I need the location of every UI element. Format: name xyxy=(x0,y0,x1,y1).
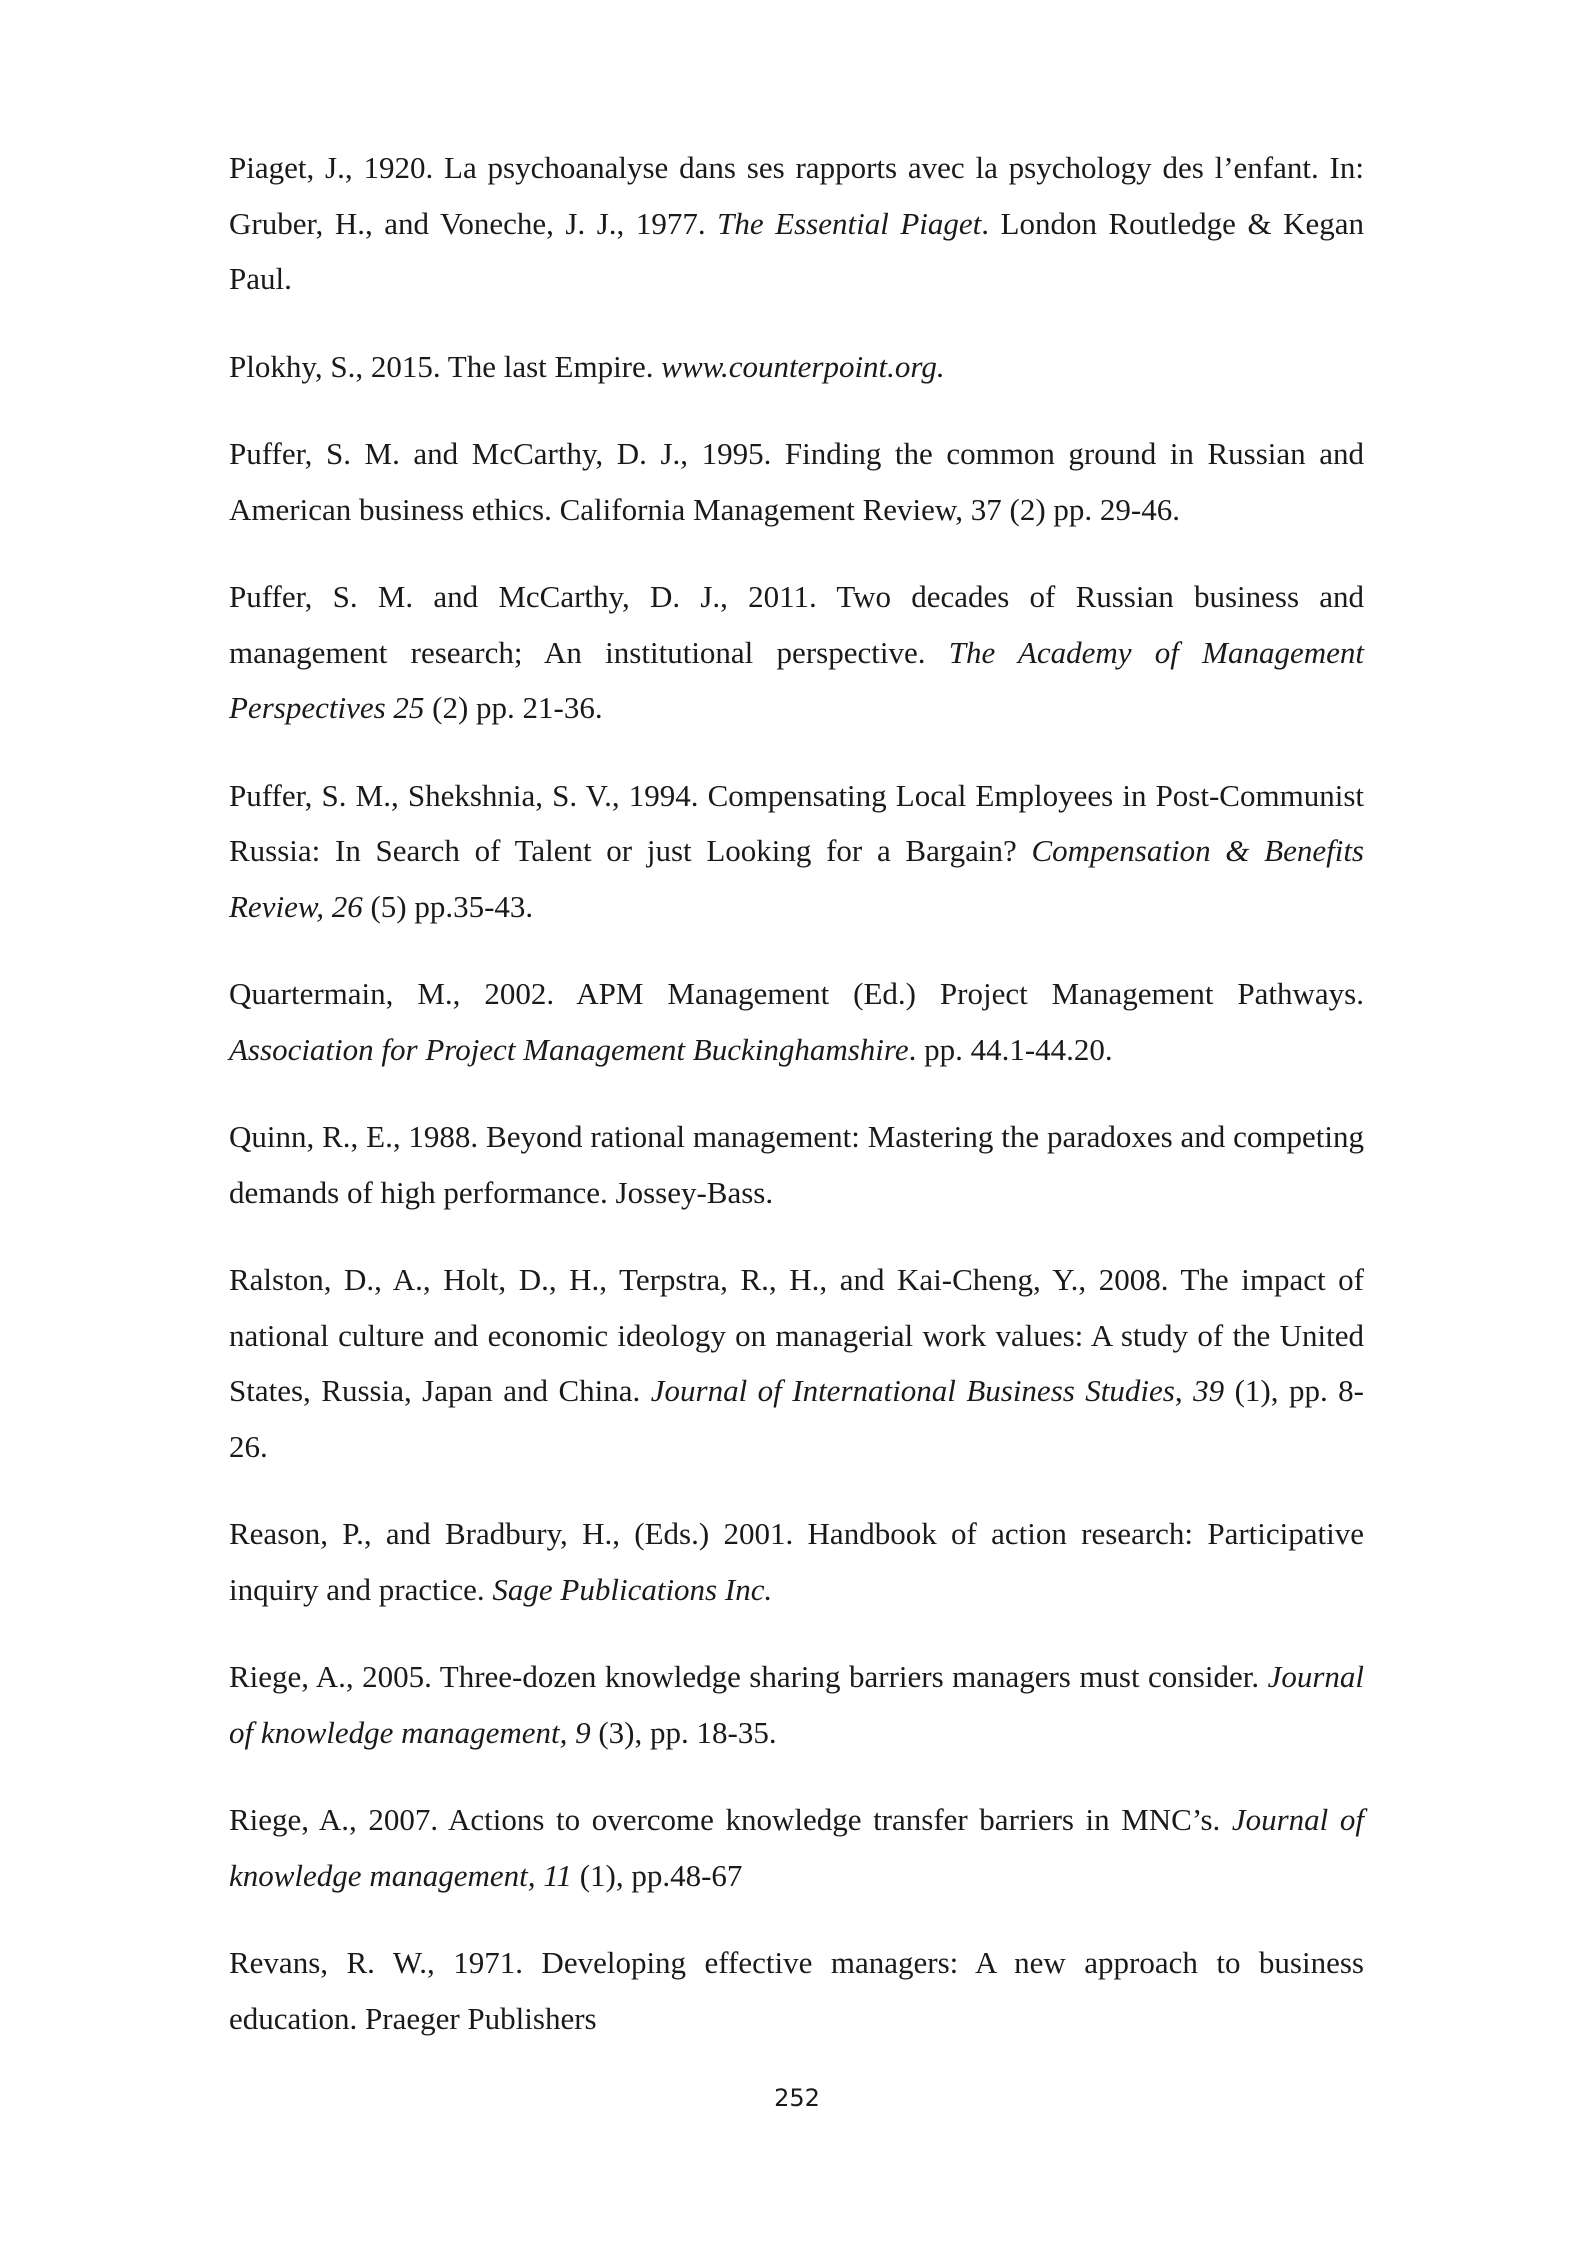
ref-puffer-shekshnia-1994 xyxy=(229,768,1364,935)
ref-reason-bradbury-2001 xyxy=(229,1506,1364,1617)
reference-italic-segment: Compensation & Benefits Review, 26 xyxy=(229,833,1364,924)
reference-italic-segment: The Essential Piaget xyxy=(717,205,982,241)
reference-italic-segment: Journal of International Business Studies xyxy=(650,1373,1175,1408)
reference-text-segment: (1), pp. 8-26. xyxy=(229,1373,1364,1464)
reference-text-segment: Puffer, S. M. and McCarthy, D. J., 1995. Finding the common ground in Russian and American business ethics. California Management Review, 37 (2) pp. 29-46. xyxy=(229,436,1364,527)
reference-text-segment: , xyxy=(1174,1373,1194,1408)
reference-text-segment: . London Routledge & Kegan Paul. xyxy=(229,205,1364,296)
ref-piaget-1920 xyxy=(229,140,1364,307)
reference-italic-segment: Journal of knowledge management, 9 xyxy=(229,1659,1364,1750)
ref-revans-1971 xyxy=(229,1935,1364,2046)
reference-text-segment: Ralston, D., A., Holt, D., H., Terpstra, R., H., and Kai-Cheng, Y., 2008. The impact of national culture and economic ideology on managerial work values: A study of the United States, Russia, Japan and China. xyxy=(229,1262,1364,1408)
ref-quinn-1988 xyxy=(229,1109,1364,1220)
ref-riege-2005 xyxy=(229,1649,1364,1760)
reference-italic-segment: 39 xyxy=(1193,1373,1225,1408)
reference-text-segment: Plokhy, S., 2015. The last Empire. xyxy=(229,348,662,384)
reference-text-segment: (1), pp.48-67 xyxy=(571,1857,743,1893)
reference-text-segment: Riege, A., 2007. Actions to overcome knowledge transfer barriers in MNC’s. xyxy=(229,1802,1232,1837)
reference-text-segment: (3), pp. 18-35. xyxy=(590,1714,777,1750)
reference-italic-segment: www.counterpoint.org. xyxy=(661,348,945,384)
reference-text-segment: (5) pp.35-43. xyxy=(362,888,534,924)
reference-text-segment: Riege, A., 2005. Three-dozen knowledge sharing barriers managers must consider. xyxy=(229,1659,1268,1694)
page-number: 252 xyxy=(774,2084,820,2112)
ref-ralston-2008 xyxy=(229,1252,1364,1474)
ref-puffer-mccarthy-2011 xyxy=(229,569,1364,736)
reference-text-segment: Reason, P., and Bradbury, H., (Eds.) 2001. Handbook of action research: Participative inquiry and practice. xyxy=(229,1516,1364,1607)
reference-text-segment: Revans, R. W., 1971. Developing effective managers: A new approach to business education. Praeger Publishers xyxy=(229,1945,1364,2036)
reference-text-segment: (2) pp. 21-36. xyxy=(424,690,603,725)
reference-text-segment: Piaget, J., 1920. La psychoanalyse dans ses rapports avec la psychology des l’enfant. In: Gruber, H., and Voneche, J. J., 1977. xyxy=(229,150,1364,241)
reference-text-segment: . pp. 44.1-44.20. xyxy=(908,1031,1113,1067)
reference-italic-segment: Sage Publications Inc. xyxy=(492,1571,773,1607)
ref-plokhy-2015 xyxy=(229,339,1364,395)
reference-italic-segment: The Academy of Management Perspectives 25 xyxy=(229,634,1364,725)
reference-list xyxy=(229,140,1364,2078)
reference-text-segment: Puffer, S. M. and McCarthy, D. J., 2011. Two decades of Russian business and management research; An institutional perspective. xyxy=(229,579,1364,670)
reference-text-segment: Quinn, R., E., 1988. Beyond rational management: Mastering the paradoxes and competing demands of high performance. Jossey-Bass. xyxy=(229,1119,1364,1210)
reference-text-segment: Quartermain, M., 2002. APM Management (Ed.) Project Management Pathways. xyxy=(229,976,1364,1011)
reference-italic-segment: Journal of knowledge management, 11 xyxy=(229,1802,1364,1893)
ref-riege-2007 xyxy=(229,1792,1364,1903)
ref-quartermain-2002 xyxy=(229,966,1364,1077)
reference-text-segment: Puffer, S. M., Shekshnia, S. V., 1994. Compensating Local Employees in Post-Communist Russia: In Search of Talent or just Looking for a Bargain? xyxy=(229,777,1364,868)
ref-puffer-mccarthy-1995 xyxy=(229,426,1364,537)
reference-italic-segment: Association for Project Management Buckinghamshire xyxy=(229,1031,909,1067)
